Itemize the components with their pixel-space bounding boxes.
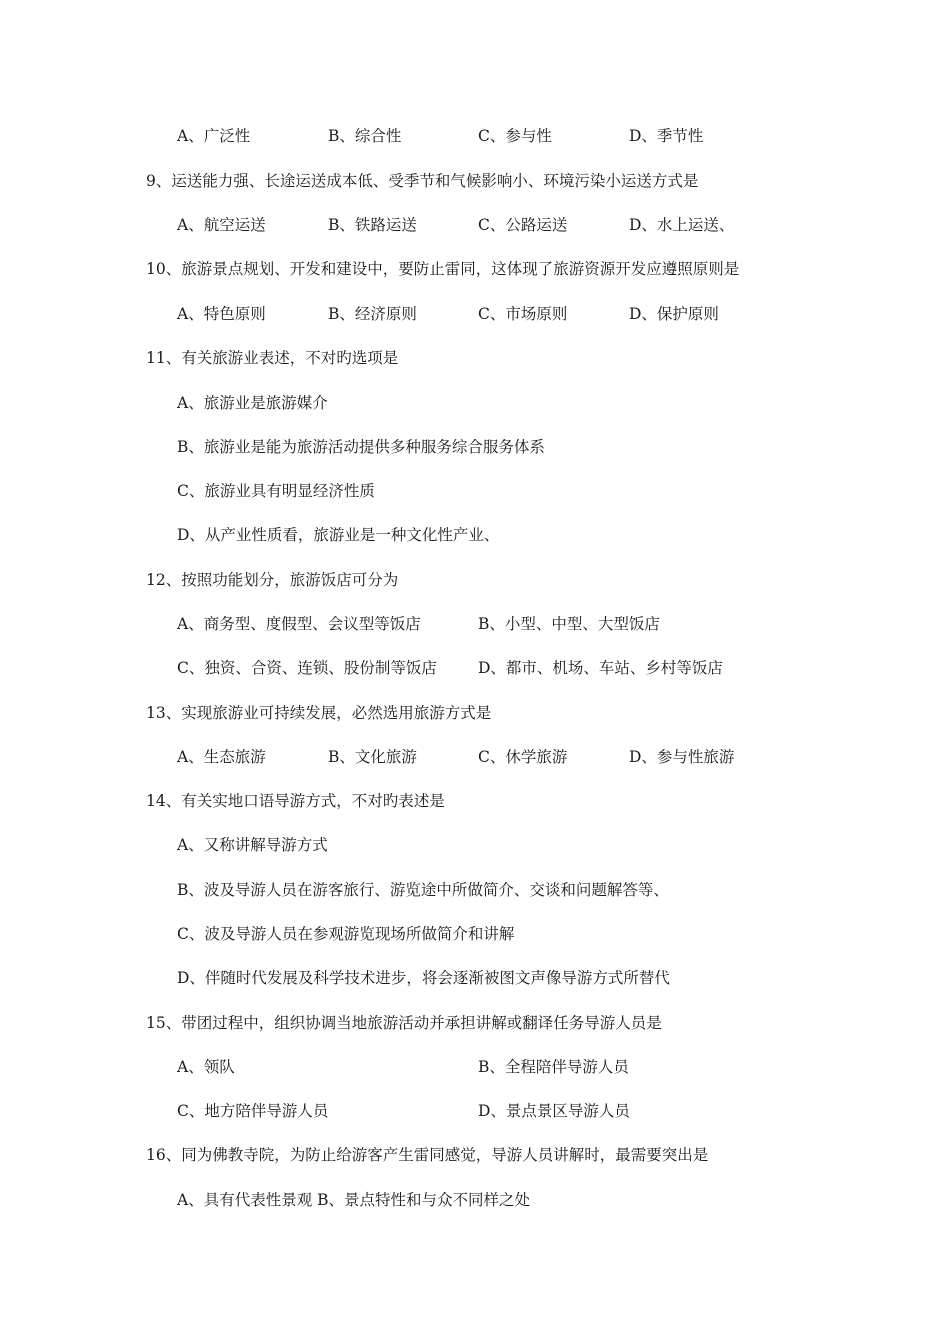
q12-option-a: A、商务型、度假型、会议型等饭店 — [177, 615, 421, 633]
q10-option-a: A、特色原则 — [177, 305, 266, 323]
q8-option-c: C、参与性 — [478, 127, 552, 145]
q8-option-b: B、综合性 — [328, 127, 402, 145]
q9-stem: 9、运送能力强、长途运送成本低、受季节和气候影响小、环境污染小运送方式是 — [146, 172, 699, 190]
q11-stem: 11、有关旅游业表述，不对旳选项是 — [146, 349, 399, 367]
q12-stem: 12、按照功能划分，旅游饭店可分为 — [146, 571, 399, 589]
q10-option-b: B、经济原则 — [328, 305, 417, 323]
q11-option-a: A、旅游业是旅游媒介 — [177, 394, 328, 412]
q10-stem: 10、旅游景点规划、开发和建设中，要防止雷同，这体现了旅游资源开发应遵照原则是 — [146, 260, 740, 278]
q9-option-b: B、铁路运送 — [328, 216, 417, 234]
q10-option-d: D、保护原则 — [629, 305, 719, 323]
q15-stem: 15、带团过程中，组织协调当地旅游活动并承担讲解或翻译任务导游人员是 — [146, 1014, 662, 1032]
q9-option-d: D、水上运送、 — [629, 216, 735, 234]
q8-option-a: A、广泛性 — [177, 127, 251, 145]
q15-option-a: A、领队 — [177, 1058, 235, 1076]
q16-stem: 16、同为佛教寺院，为防止给游客产生雷同感觉，导游人员讲解时，最需要突出是 — [146, 1146, 709, 1164]
q11-option-c: C、旅游业具有明显经济性质 — [177, 482, 375, 500]
q12-option-c: C、独资、合资、连锁、股份制等饭店 — [177, 659, 437, 677]
q13-option-c: C、休学旅游 — [478, 748, 568, 766]
q10-option-c: C、市场原则 — [478, 305, 568, 323]
q15-option-c: C、地方陪伴导游人员 — [177, 1102, 329, 1120]
q15-option-d: D、景点景区导游人员 — [478, 1102, 630, 1120]
q14-option-b: B、波及导游人员在游客旅行、游览途中所做简介、交谈和问题解答等、 — [177, 881, 669, 899]
q9-option-a: A、航空运送 — [177, 216, 266, 234]
q8-option-d: D、季节性 — [629, 127, 704, 145]
q13-option-b: B、文化旅游 — [328, 748, 417, 766]
q15-option-b: B、全程陪伴导游人员 — [478, 1058, 629, 1076]
q13-option-d: D、参与性旅游 — [629, 748, 735, 766]
q14-option-c: C、波及导游人员在参观游览现场所做简介和讲解 — [177, 925, 515, 943]
q14-option-a: A、又称讲解导游方式 — [177, 836, 328, 854]
q13-option-a: A、生态旅游 — [177, 748, 266, 766]
q12-option-b: B、小型、中型、大型饭店 — [478, 615, 660, 633]
q11-option-d: D、从产业性质看，旅游业是一种文化性产业、 — [177, 526, 500, 544]
q12-option-d: D、都市、机场、车站、乡村等饭店 — [478, 659, 723, 677]
q14-option-d: D、伴随时代发展及科学技术进步，将会逐渐被图文声像导游方式所替代 — [177, 969, 670, 987]
q16-options: A、具有代表性景观 B、景点特性和与众不同样之处 — [177, 1191, 531, 1209]
q13-stem: 13、实现旅游业可持续发展，必然选用旅游方式是 — [146, 704, 492, 722]
q9-option-c: C、公路运送 — [478, 216, 568, 234]
q11-option-b: B、旅游业是能为旅游活动提供多种服务综合服务体系 — [177, 438, 545, 456]
q14-stem: 14、有关实地口语导游方式，不对旳表述是 — [146, 792, 445, 810]
